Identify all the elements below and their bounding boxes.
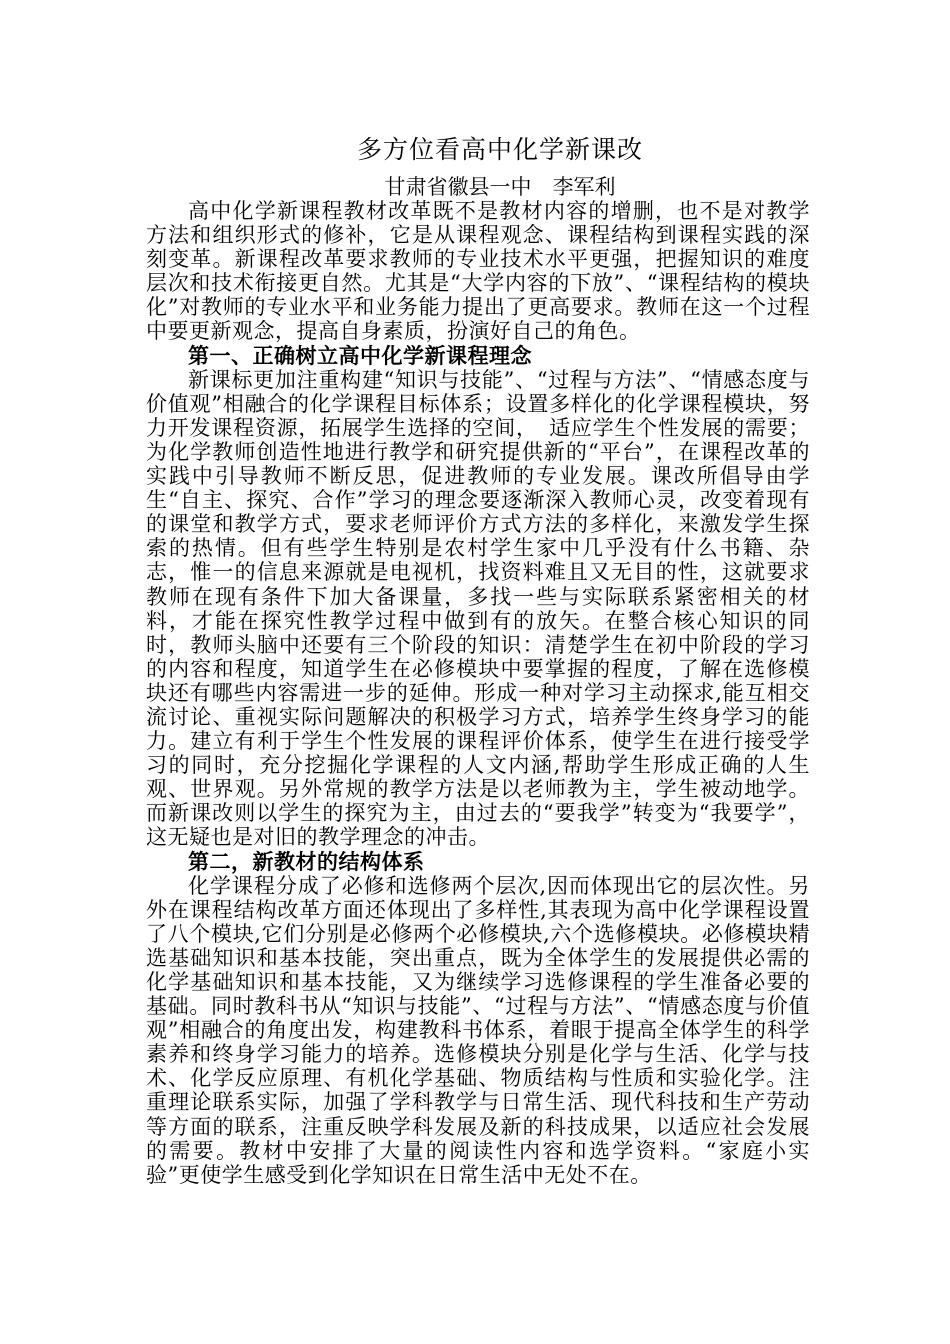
section-heading-1: 第一、正确树立高中化学新课程理念 — [188, 343, 532, 368]
document-title: 多方位看高中化学新课改 — [356, 135, 643, 164]
section-paragraph-2: 化学课程分成了必修和选修两个层次,因而体现出它的层次性。另外在课程结构改革方面还体现出了多样性,其表现为高中化学课程设置了八个模块,它们分别是必修两个必修模块,六个选修模块。必修模块精选基础知识和基本技能，突出重点，既为全体学生的发展提供必需的化学基础知识和基本技能，又为继续学习选修课程的学生准备必要的基础。同时教科书从“知识与技能”、“过程与方法”、“情感态度与价值观”相融合的角度出发，构建教科书体系，着眼于提高全体学生的科学素养和终身学习能力的培养。选修模块分别是化学与生活、化学与技术、化学反应原理、有机化学基础、物质结构与性质和实验化学。注重理论联系实际，加强了学科教学与日常生活、现代科技和生产劳动等方面的联系，注重反映学科发展及新的科技成果，以适应社会发展的需要。教材中安排了大量的阅读性内容和选学资料。“家庭小实验”更使学生感受到化学知识在日常生活中无处不在。 — [146, 873, 810, 1187]
author-line: 甘肃省徽县一中 李军利 — [384, 175, 616, 199]
document-body — [146, 199, 810, 1187]
section-paragraph-1: 新课标更加注重构建“知识与技能”、“过程与方法”、“情感态度与价值观”相融合的化学课程目标体系；设置多样化的化学课程模块，努力开发课程资源，拓展学生选择的空间， 适应学生个性发展的需要；为化学教师创造性地进行教学和研究提供新的“平台”，在课程改革的实践中引导教师不断反思，促进教师的专业发展。课改所倡导由学生“自主、探究、合作”学习的理念要逐渐深入教师心灵，改变着现有的课堂和教学方式，要求老师评价方式方法的多样化，来激发学生探索的热情。但有些学生特别是农村学生家中几乎没有什么书籍、杂志，惟一的信息来源就是电视机，找资料难且又无目的性，这就要求教师在现有条件下加大备课量，多找一些与实际联系紧密相关的材料，才能在探究性教学过程中做到有的放矢。在整合核心知识的同时，教师头脑中还要有三个阶段的知识：清楚学生在初中阶段的学习的内容和程度，知道学生在必修模块中要掌握的程度，了解在选修模块还有哪些内容需进一步的延伸。形成一种对学习主动探求,能互相交流讨论、重视实际问题解决的积极学习方式，培养学生终身学习的能力。建立有利于学生个性发展的课程评价体系，使学生在进行接受学习的同时，充分挖掘化学课程的人文内涵,帮助学生形成正确的人生观、世界观。另外常规的教学方法是以老师教为主，学生被动地学。而新课改则以学生的探究为主，由过去的“要我学”转变为“我要学”，这无疑也是对旧的教学理念的冲击。 — [146, 367, 810, 850]
section-heading-2: 第二，新教材的结构体系 — [188, 849, 425, 874]
intro-paragraph: 高中化学新课程教材改革既不是教材内容的增删，也不是对教学方法和组织形式的修补，它是从课程观念、课程结构到课程实践的深刻变革。新课程改革要求教师的专业技术水平更强，把握知识的难度层次和技术衔接更自然。尤其是“大学内容的下放”、“课程结构的模块化”对教师的专业水平和业务能力提出了更高要求。教师在这一个过程中要更新观念，提高自身素质，扮演好自己的角色。 — [146, 199, 810, 344]
